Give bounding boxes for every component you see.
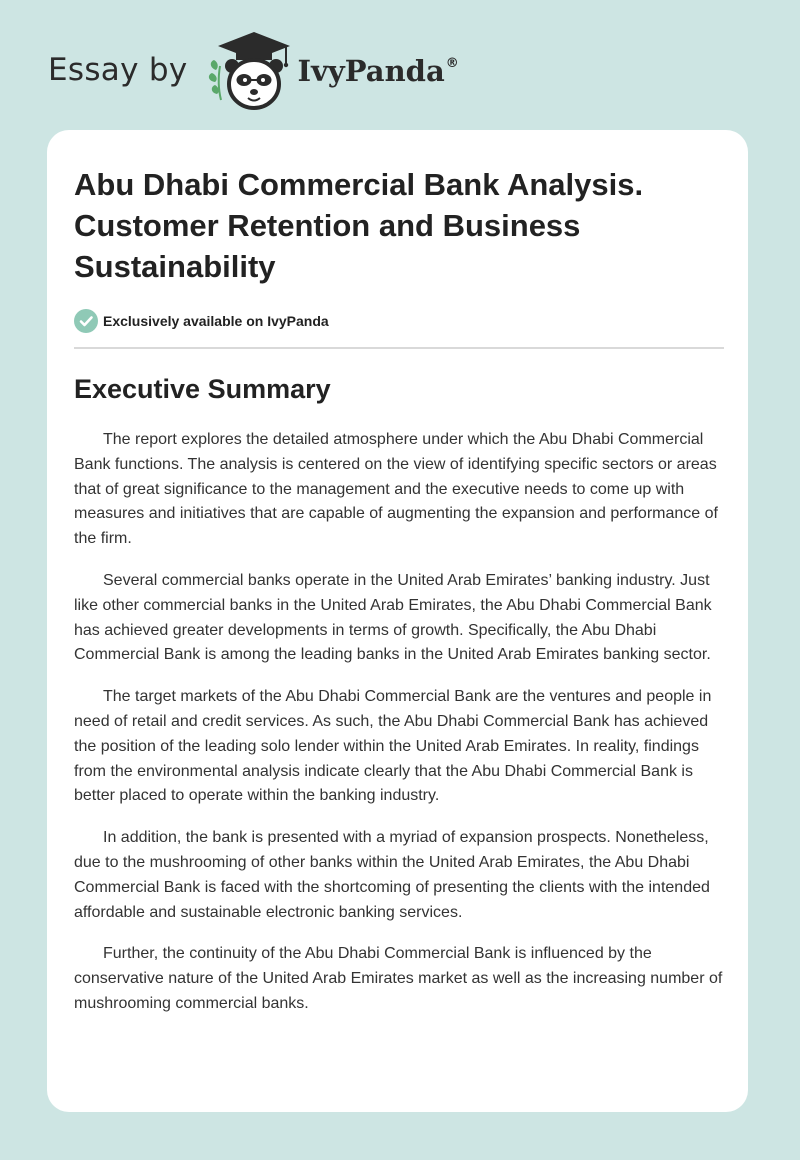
essay-title: Abu Dhabi Commercial Bank Analysis. Customer Retention and Business Sustainability (74, 167, 644, 284)
body-paragraph: Several commercial banks operate in the United Arab Emirates’ banking industry. Just like other commercial banks in the United Arab Emirates, the Abu Dhabi Commercial Bank has achieved greater developments in terms of growth. Specifically, the Abu Dhabi Commercial Bank is among the leading banks in the United Arab Emirates banking sector. (74, 571, 712, 664)
registered-mark: ® (445, 56, 459, 71)
ivy-leaf-icon (208, 60, 220, 100)
site-header (48, 30, 459, 114)
body-paragraph: The target markets of the Abu Dhabi Commercial Bank are the ventures and people in need of retail and credit services. As such, the Abu Dhabi Commercial Bank has achieved the position of the leading solo lender within the United Arab Emirates. In reality, findings from the environmental analysis indicate clearly that the Abu Dhabi Commercial Bank is better placed to operate within the banking industry. (74, 688, 712, 805)
brand-name[interactable] (298, 54, 459, 88)
exclusive-label: Exclusively available on IvyPanda (103, 313, 329, 329)
exclusive-badge (74, 308, 724, 334)
panda-face-icon (225, 59, 283, 108)
essay-by-label: Essay by (48, 52, 188, 88)
body-paragraph: In addition, the bank is presented with a myriad of expansion prospects. Nonetheless, due to the mushrooming of other banks within the United Arab Emirates, the Abu Dhabi Commercial Bank is faced with the shortcoming of presenting the clients with the intended affordable and sustainable electronic banking services. (74, 829, 710, 921)
section-heading: Executive Summary (74, 374, 331, 404)
essay-content (74, 164, 724, 1034)
check-circle-icon (74, 309, 98, 333)
panda-graduate-logo-icon[interactable] (206, 30, 292, 114)
essay-card (47, 130, 748, 1112)
brand-name-text: IvyPanda (297, 54, 445, 88)
body-paragraph: The report explores the detailed atmosphere under which the Abu Dhabi Commercial Bank functions. The analysis is centered on the view of identifying specific sectors or areas that of great significance to the management and the executive needs to come up with measures and initiatives that are capable of augmenting the expansion and performance of the firm. (74, 431, 718, 548)
essay-body (74, 428, 724, 1017)
title-divider (74, 347, 724, 349)
body-paragraph: Further, the continuity of the Abu Dhabi Commercial Bank is influenced by the conservative nature of the United Arab Emirates market as well as the increasing number of mushrooming commercial banks. (74, 945, 723, 1012)
